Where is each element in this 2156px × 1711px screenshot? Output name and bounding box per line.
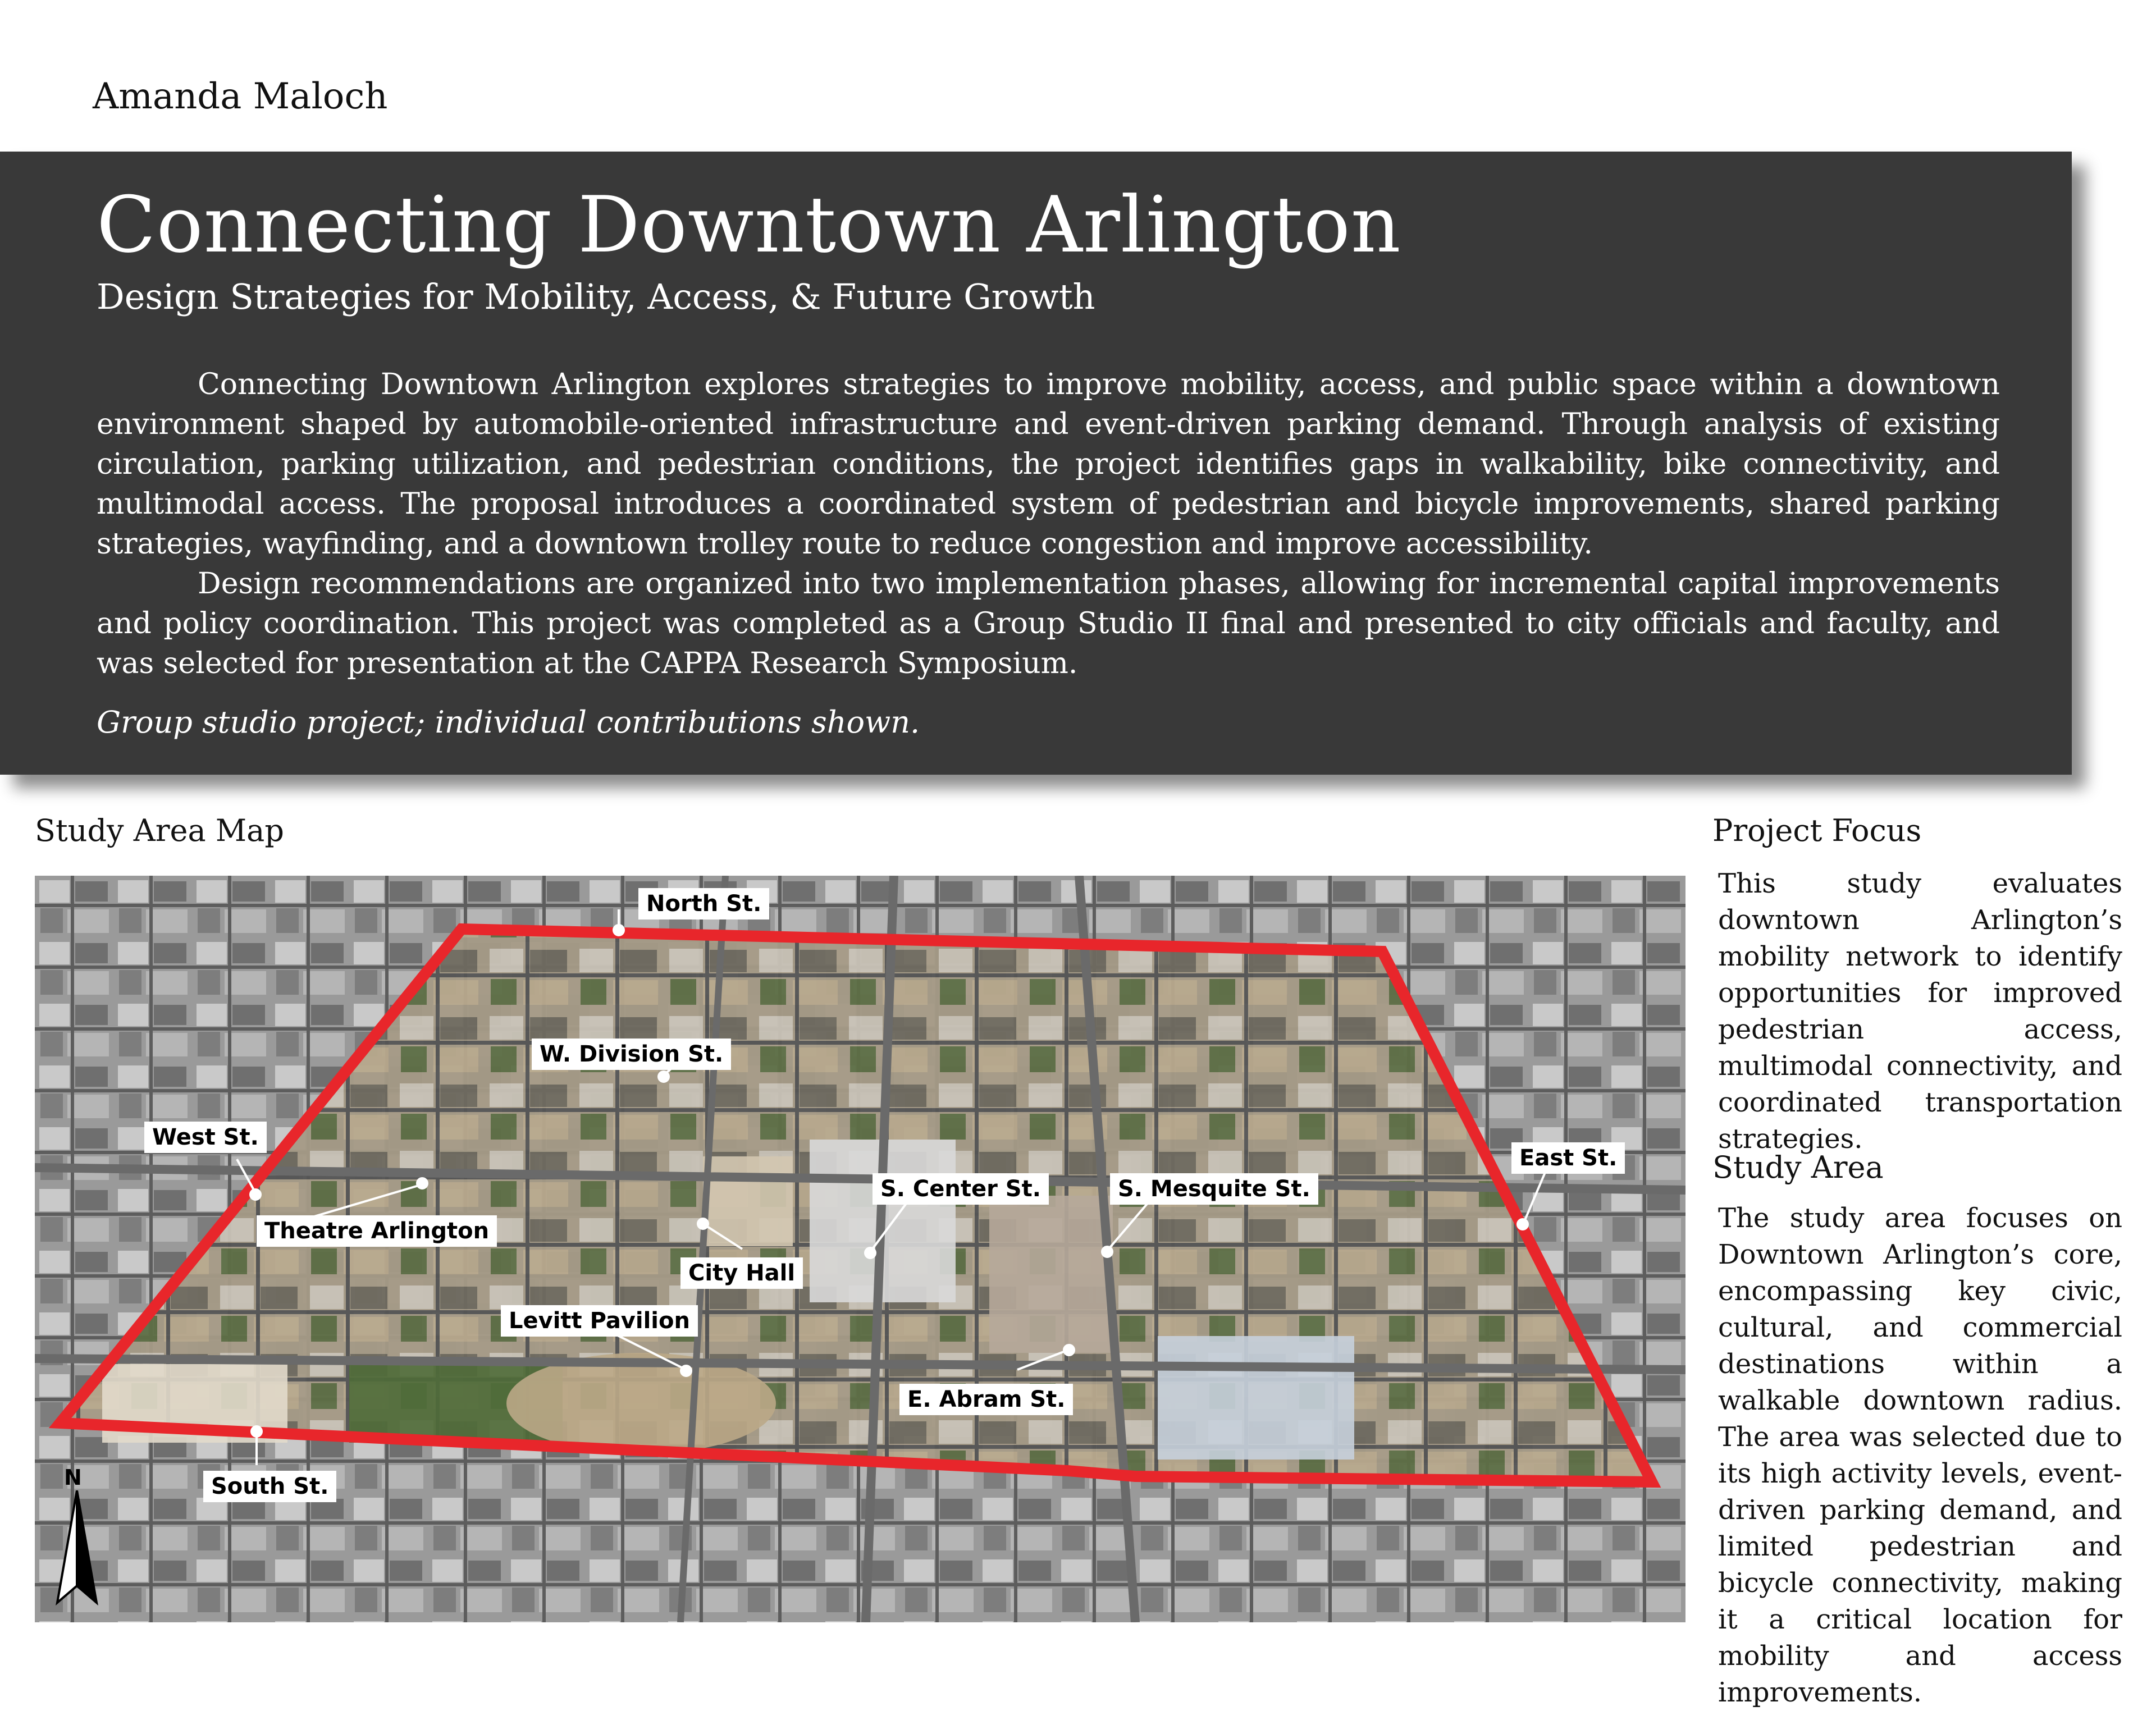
header-banner — [0, 152, 2072, 775]
label-south-st: South St. — [203, 1471, 336, 1502]
label-north-st: North St. — [638, 888, 769, 919]
study-area-map — [35, 876, 1685, 1622]
label-theatre-arlington: Theatre Arlington — [257, 1215, 497, 1247]
project-focus-heading: Project Focus — [1712, 813, 1922, 848]
credit-note: Group studio project; individual contributions shown. — [97, 704, 920, 740]
project-focus-text: This study evaluates downtown Arlington’s mobility network to identify opportunities for improved pedestrian access, multimodal connectivity, and coordinated transportation strategies. — [1718, 868, 2122, 1155]
label-w-division-st: W. Division St. — [532, 1039, 731, 1070]
map-heading: Study Area Map — [35, 813, 284, 848]
author-name: Amanda Maloch — [93, 76, 388, 117]
page-title: Connecting Downtown Arlington — [97, 180, 1401, 270]
north-label: N — [64, 1465, 82, 1490]
intro-paragraph-2: Design recommendations are organized into two implementation phases, allowing for incremental capital improvements and policy coordination. This project was completed as a Group Studio II final and presented to city officials and faculty, and was selected for presentation at the CAPPA Research Symposium. — [97, 567, 2000, 680]
label-city-hall: City Hall — [680, 1257, 803, 1289]
label-e-abram-st: E. Abram St. — [899, 1384, 1073, 1415]
label-west-st: West St. — [144, 1122, 267, 1153]
aerial-photo — [35, 876, 1685, 1622]
label-s-center-st: S. Center St. — [873, 1173, 1049, 1205]
label-levitt-pavilion: Levitt Pavilion — [501, 1305, 698, 1337]
study-area-heading: Study Area — [1712, 1150, 1884, 1185]
label-east-st: East St. — [1511, 1142, 1625, 1174]
intro-paragraph-1: Connecting Downtown Arlington explores strategies to improve mobility, access, and public space within a downtown environment shaped by automobile-oriented infrastructure and event-driven parking demand. Through analysis of existing circulation, parking utilization, and pedestrian conditions, the project identifies gaps in walkability, bike connectivity, and multimodal access. The proposal introduces a coordinated system of pedestrian and bicycle improvements, shared parking strategies, wayfinding, and a downtown trolley route to reduce congestion and improve accessibility. — [97, 368, 2000, 561]
page-subtitle: Design Strategies for Mobility, Access, & Future Growth — [97, 276, 1095, 317]
study-area-text: The study area focuses on Downtown Arlington’s core, encompassing key civic, cultural, and commercial destinations within a walkable downtown radius. The area was selected due to its high activity levels, event-driven parking demand, and limited pedestrian and bicycle connectivity, making it a critical location for mobility and access improvements. — [1718, 1202, 2122, 1708]
label-s-mesquite-st: S. Mesquite St. — [1110, 1173, 1318, 1205]
north-arrow-icon — [52, 1465, 102, 1611]
